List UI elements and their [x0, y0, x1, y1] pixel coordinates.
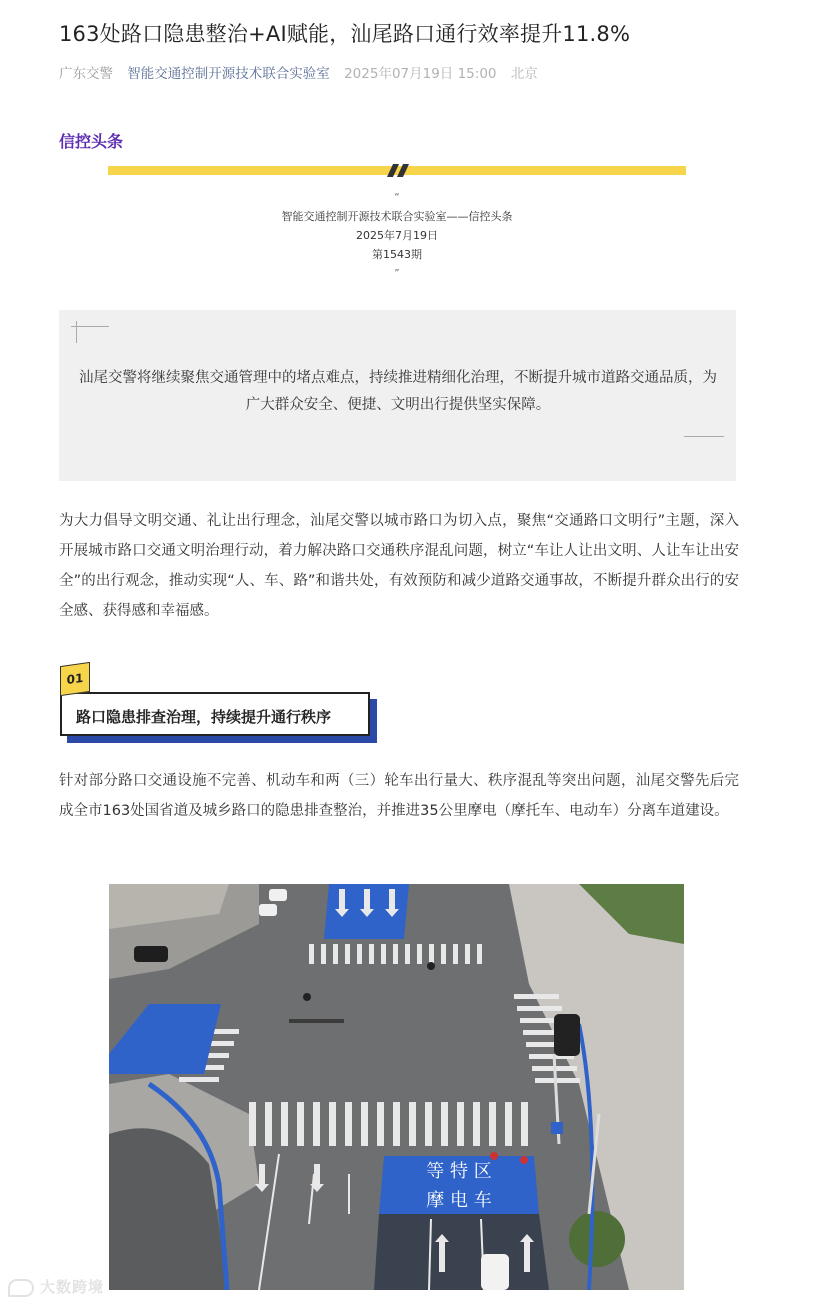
car [481, 1254, 509, 1290]
quote-mark-icon [76, 321, 77, 343]
intersection-illustration [109, 884, 684, 1290]
watermark [8, 1276, 104, 1297]
section-number-badge: 01 [60, 662, 90, 696]
quote-end-line [684, 436, 724, 437]
issue-date: 2025年7月19日 [356, 229, 438, 242]
article-meta [59, 62, 548, 82]
article-title: 163处路口隐患整治+AI赋能，汕尾路口通行效率提升11.8% [59, 22, 631, 46]
decorative-yellow-bar [108, 166, 686, 175]
section-paragraph: 针对部分路口交通设施不完善、机动车和两（三）轮车出行量大、秩序混乱等突出问题，汕尾交警先后完成全市163处国省道及城乡路口的隐患排查整治，并推进35公里摩电（摩托车、电动车）分离车道建设。 [59, 773, 739, 819]
road-marking-text-2: 摩 电 车 [426, 1190, 492, 1211]
car [554, 1014, 580, 1056]
section-heading-box [60, 692, 370, 736]
section-heading: 路口隐患排查治理，持续提升通行秩序 [76, 708, 332, 726]
watermark-logo-icon [8, 1279, 34, 1297]
open-quote: “ [394, 192, 400, 203]
close-quote: ” [394, 268, 400, 279]
intro-paragraph: 为大力倡导文明交通、礼让出行理念，汕尾交警以城市路口为切入点，聚焦“交通路口文明行”主题，深入开展城市路口交通文明治理行动，着力解决路口交通秩序混乱问题，树立“车让人让出文明、人让车让出安全”的出行观念，推动实现“人、车、路”和谐共处，有效预防和减少道路交通事故，不断提升群众出行的安全感、获得感和幸福感。 [59, 513, 739, 619]
source-label: 广东交警 [59, 66, 113, 82]
car [134, 946, 168, 962]
account-link[interactable]: 智能交通控制开源技术联合实验室 [127, 66, 330, 82]
column-title: 信控头条 [59, 132, 124, 151]
issue-header [108, 188, 686, 283]
issue-publisher: 智能交通控制开源技术联合实验室——信控头条 [281, 210, 513, 223]
publish-location: 北京 [510, 66, 538, 82]
intersection-aerial-photo [109, 884, 684, 1290]
issue-number: 第1543期 [372, 248, 422, 261]
quote-text: 汕尾交警将继续聚焦交通管理中的堵点难点，持续推进精细化治理，不断提升城市道路交通品质，为广大群众安全、便捷、文明出行提供坚实保障。 [79, 370, 717, 413]
publish-datetime: 2025年07月19日 15:00 [344, 66, 497, 82]
watermark-text: 大数跨境 [40, 1278, 105, 1296]
slash-decoration [397, 164, 409, 177]
road-marking-text-1: 等 特 区 [426, 1161, 492, 1182]
quote-box [59, 310, 736, 481]
